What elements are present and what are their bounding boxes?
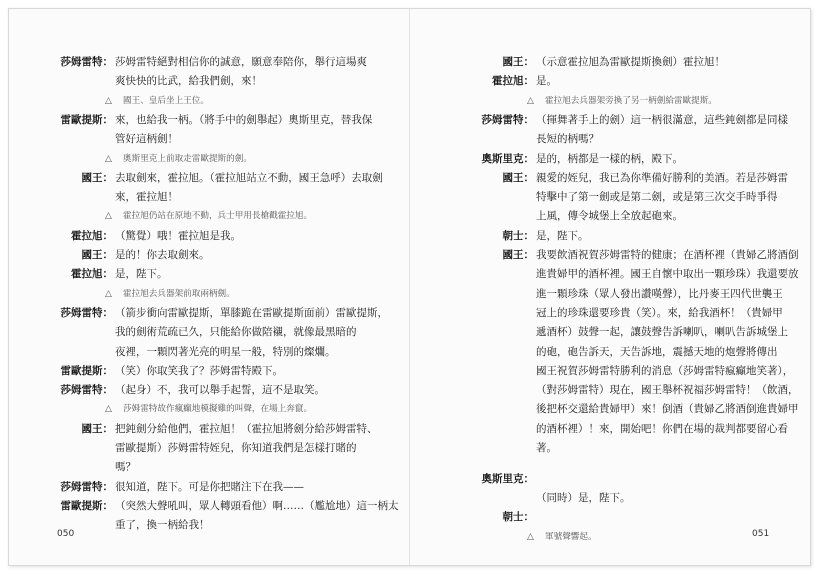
book-spread — [8, 8, 811, 566]
speaker-name: 國王： — [81, 422, 113, 435]
speaker-name: 奧斯里克： — [481, 472, 534, 485]
dialogue-text: 重了，換一柄給我！ — [115, 519, 210, 532]
stage-direction-text: 霍拉旭去兵器架前取兩柄劍。 — [123, 288, 235, 299]
dialogue-text: 著。 — [536, 442, 557, 454]
speaker-name: 國王： — [81, 249, 113, 261]
triangle-icon: △ — [105, 95, 112, 106]
speaker-name: 國王： — [81, 171, 113, 184]
dialogue-text: 莎姆雷特絕對相信你的誠意，願意奉陪你，舉行這場爽 — [115, 56, 367, 68]
stage-direction-text: 霍拉旭去兵器架旁換了另一柄劍給雷歐提斯。 — [545, 95, 717, 106]
stage-direction-text: 霍拉旭仍站在原地不動，兵士甲用長槍戳霍拉旭。 — [123, 211, 313, 222]
dialogue-text: （起身）不，我可以舉手起誓，這不是取笑。 — [115, 384, 325, 397]
speaker-name: 莎姆雷特： — [60, 306, 113, 319]
speaker-name: 莎姆雷特： — [60, 480, 113, 493]
dialogue-text: （同時）是，陛下。 — [536, 492, 631, 505]
dialogue-text: 雷歐提斯）莎姆雷特姪兒，你知道我們是怎樣打賭的 — [115, 442, 357, 454]
dialogue-text: 特擊中了第一劍或是第二劍，或是第三次交手時爭得 — [536, 191, 778, 204]
speaker-name: 雷歐提斯： — [60, 113, 113, 126]
page-number: 050 — [57, 529, 75, 539]
dialogue-text: 親愛的姪兒，我已為你準備好勝利的美酒。若是莎姆雷 — [536, 171, 788, 184]
triangle-icon: △ — [527, 95, 534, 106]
dialogue-text: 去取劍來，霍拉旭。（霍拉旭站立不動，國王急呼）去取劍 — [115, 171, 383, 184]
triangle-icon: △ — [105, 288, 112, 299]
dialogue-text: 冠上的珍珠還要珍貴（笑）。來，給我酒杯！（貴婦甲 — [536, 306, 783, 319]
triangle-icon: △ — [527, 531, 534, 542]
dialogue-text: 我要飲酒祝賀莎姆雷特的健康；在酒杯裡（貴婦乙將酒倒 — [536, 249, 799, 261]
speaker-name: 雷歐提斯： — [60, 364, 113, 377]
dialogue-text: 國王祝賀莎姆雷特勝利的消息（莎姆雷特瘋癲地笑著）， — [536, 364, 794, 377]
dialogue-text: （驚覺）哦！霍拉旭是我。 — [115, 229, 241, 242]
dialogue-text: 是，陛下。 — [115, 268, 168, 281]
dialogue-text: 進貴婦甲的酒杯裡。國王自懷中取出一顆珍珠）我還要放 — [536, 268, 799, 281]
dialogue-text: （示意霍拉旭為雷歐提斯換劍）霍拉旭！ — [536, 56, 725, 68]
dialogue-text: 的砲，砲告訴天，天告訴地，震撼天地的炮聲將傳出 — [536, 345, 778, 358]
dialogue-text: 把鈍劍分給他們，霍拉旭！（霍拉旭將劍分給莎姆雷特、 — [115, 422, 378, 435]
speaker-name: 莎姆雷特： — [60, 56, 113, 68]
left-page — [9, 9, 409, 565]
speaker-name: 國王： — [502, 171, 534, 184]
dialogue-text: 遞酒杯）鼓聲一起，讓鼓聲告訴喇叭，喇叭告訴城堡上 — [536, 326, 788, 339]
dialogue-text: 長短的柄嗎？ — [536, 133, 599, 146]
dialogue-text: 嗎？ — [115, 461, 136, 474]
speaker-name: 霍拉旭： — [71, 268, 113, 281]
triangle-icon: △ — [105, 211, 112, 222]
triangle-icon: △ — [105, 153, 112, 164]
dialogue-text: 管好這柄劍！ — [115, 133, 178, 146]
speaker-name: 莎姆雷特： — [60, 384, 113, 397]
dialogue-text: 來，霍拉旭！ — [115, 191, 178, 204]
dialogue-text: 進一顆珍珠（眾人發出讚嘆聲），比丹麥王四代世襲王 — [536, 287, 783, 300]
dialogue-text: （突然大聲吼叫，眾人轉頭看他）啊……（尷尬地）這一柄太 — [115, 499, 399, 512]
speaker-name: 朝士： — [502, 229, 534, 242]
speaker-name: 莎姆雷特： — [481, 113, 534, 126]
dialogue-text: 爽快快的比武，給我們劍，來！ — [115, 75, 262, 88]
dialogue-text: 是的，柄都是一樣的柄，殿下。 — [536, 152, 683, 165]
dialogue-text: 我的劍術荒疏已久，只能給你做陪襯，就像最黑暗的 — [115, 326, 357, 339]
dialogue-text: 是的！你去取劍來。 — [115, 249, 210, 261]
dialogue-text: 夜裡，一顆閃著光亮的明星一般，特別的燦爛。 — [115, 345, 336, 358]
stage-direction-text: 莎姆雷特故作瘋癲地模擬雞的叫聲，在場上奔竄。 — [123, 404, 313, 415]
dialogue-text: 後把杯交還給貴婦甲）來！倒酒（貴婦乙將酒倒進貴婦甲 — [536, 403, 799, 416]
triangle-icon: △ — [105, 404, 112, 415]
speaker-name: 朝士： — [502, 511, 534, 524]
speaker-name: 國王： — [502, 249, 534, 261]
right-page — [410, 9, 810, 565]
dialogue-text: 是，陛下。 — [536, 229, 589, 242]
speaker-name: 霍拉旭： — [71, 229, 113, 242]
stage-direction-text: 國王、皇后坐上王位。 — [123, 95, 209, 106]
speaker-name: 霍拉旭： — [492, 75, 534, 88]
dialogue-text: （箭步衝向雷歐提斯，單膝跪在雷歐提斯面前）雷歐提斯， — [115, 306, 388, 319]
speaker-name: 雷歐提斯： — [60, 499, 113, 512]
dialogue-text: 上風，傳令城堡上全放起砲來。 — [536, 210, 683, 223]
dialogue-text: 的酒杯裡）！來，開始吧！你們在場的裁判都要留心看 — [536, 422, 788, 435]
stage-direction-text: 軍號聲響起。 — [545, 531, 597, 542]
dialogue-text: 很知道，陛下。可是你把賭注下在我—— — [115, 480, 304, 493]
dialogue-text: （對莎姆雷特）現在，國王舉杯祝福莎姆雷特！（飲酒， — [536, 384, 799, 397]
speaker-name: 奧斯里克： — [481, 152, 534, 165]
stage-direction-text: 奧斯里克上前取走雷歐提斯的劍。 — [123, 153, 252, 164]
speaker-name: 國王： — [502, 56, 534, 68]
dialogue-text: 來，也給我一柄。（將手中的劍舉起）奧斯里克，替我保 — [115, 113, 373, 126]
dialogue-text: 是。 — [536, 75, 557, 88]
page-number: 051 — [752, 529, 770, 539]
dialogue-text: （笑）你取笑我了？莎姆雷特殿下。 — [115, 364, 283, 377]
dialogue-text: （揮舞著手上的劍）這一柄很滿意，這些鈍劍都是同樣 — [536, 113, 788, 126]
